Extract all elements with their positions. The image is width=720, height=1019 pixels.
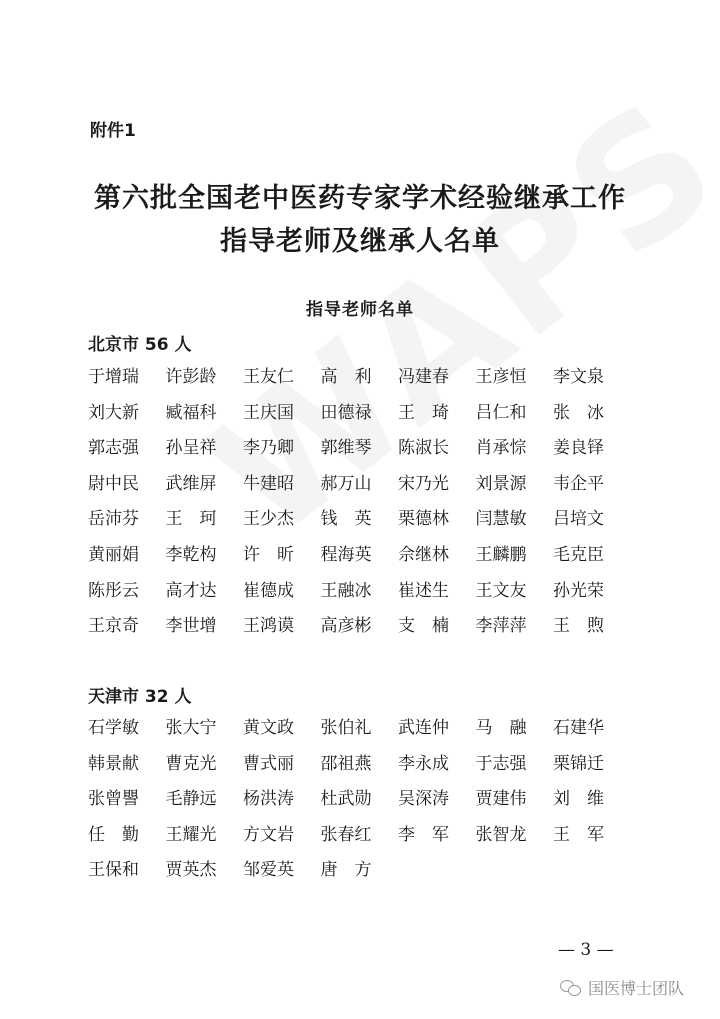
name-entry: 曹式丽	[243, 753, 294, 774]
section-subtitle: 指导老师名单	[306, 300, 414, 320]
name-entry: 王文友	[475, 580, 527, 601]
name-entry: 王耀光	[165, 824, 217, 845]
name-entry: 许 昕	[243, 544, 294, 565]
name-list-tianjin	[88, 716, 631, 894]
document-title-line-1: 第六批全国老中医药专家学术经验继承工作	[94, 183, 626, 214]
name-entry: 姜良铎	[553, 438, 604, 459]
name-entry: 黄丽娟	[88, 544, 139, 565]
name-entry: 高才达	[165, 580, 217, 601]
name-entry: 方文岩	[243, 824, 294, 845]
name-entry: 臧福科	[165, 402, 217, 423]
name-entry: 王 琦	[398, 402, 449, 423]
name-entry: 贾建伟	[475, 789, 527, 810]
name-entry: 陈淑长	[398, 438, 449, 459]
name-entry: 许彭龄	[165, 367, 217, 387]
name-entry: 于志强	[475, 753, 527, 774]
name-entry: 闫慧敏	[475, 509, 527, 530]
name-entry: 石建华	[553, 718, 604, 738]
name-entry: 王 煦	[553, 616, 604, 637]
page-number: — 3 —	[558, 940, 614, 960]
name-entry: 栗德林	[398, 509, 449, 530]
name-entry: 孙光荣	[553, 580, 604, 601]
name-entry: 程海英	[320, 544, 372, 565]
name-entry: 崔德成	[243, 580, 294, 601]
name-entry: 任 勤	[88, 824, 139, 845]
wechat-icon	[560, 979, 582, 997]
name-entry: 岳沛芬	[88, 509, 139, 530]
name-entry: 王保和	[88, 860, 139, 881]
name-entry: 田德禄	[320, 402, 372, 423]
footer-brand-text: 国医博士团队	[588, 979, 685, 998]
region-title-beijing: 北京市 56 人	[88, 335, 192, 355]
name-entry: 吕仁和	[475, 402, 527, 423]
name-entry: 高 利	[320, 367, 372, 387]
name-entry: 刘景源	[475, 473, 527, 494]
name-entry: 于增瑞	[88, 367, 139, 387]
name-entry: 吴深涛	[398, 789, 449, 810]
region-title-tianjin: 天津市 32 人	[88, 687, 192, 707]
name-entry: 李萍萍	[475, 616, 527, 637]
name-entry: 王庆国	[243, 402, 294, 423]
name-entry: 张大宁	[165, 718, 217, 738]
name-entry: 张曾譻	[88, 789, 139, 810]
name-entry: 支 楠	[398, 616, 449, 637]
name-entry: 王少杰	[243, 509, 294, 530]
name-entry: 王鸿谟	[243, 616, 294, 637]
name-entry: 李文泉	[553, 367, 604, 387]
name-entry: 肖承悰	[475, 438, 527, 459]
name-entry: 李 军	[398, 824, 449, 845]
name-entry: 吕培文	[553, 509, 604, 530]
name-entry: 唐 方	[320, 860, 372, 881]
name-entry: 钱 英	[320, 509, 372, 530]
name-entry: 邵祖燕	[320, 753, 372, 774]
name-entry: 冯建春	[398, 367, 449, 387]
name-entry: 张 冰	[553, 402, 604, 423]
name-entry: 高彦彬	[320, 616, 372, 637]
name-entry: 郭维琴	[320, 438, 372, 459]
name-entry: 李世增	[165, 616, 217, 637]
name-entry: 毛克臣	[553, 544, 604, 565]
name-entry: 马 融	[475, 718, 527, 738]
name-entry: 曹克光	[165, 753, 217, 774]
name-entry: 武连仲	[398, 718, 449, 738]
footer-brand	[560, 976, 684, 999]
name-entry: 王友仁	[243, 367, 294, 387]
name-entry: 佘继林	[398, 544, 449, 565]
name-entry: 石学敏	[88, 718, 139, 738]
name-entry: 孙呈祥	[165, 438, 217, 459]
name-entry: 王融冰	[320, 580, 372, 601]
name-entry: 宋乃光	[398, 473, 449, 494]
name-entry: 李乃卿	[243, 438, 294, 459]
name-entry: 黄文政	[243, 718, 294, 738]
name-entry: 张春红	[320, 824, 372, 845]
name-entry: 武维屏	[165, 473, 217, 494]
name-entry: 王 军	[553, 824, 604, 845]
name-entry: 李乾构	[165, 544, 217, 565]
name-list-beijing	[88, 365, 631, 650]
document-title-line-2: 指导老师及继承人名单	[220, 226, 500, 257]
name-entry: 郭志强	[88, 438, 139, 459]
name-entry: 杨洪涛	[243, 789, 294, 810]
name-entry: 贾英杰	[165, 860, 217, 881]
name-entry: 陈彤云	[88, 580, 139, 601]
name-entry: 尉中民	[88, 473, 139, 494]
name-entry: 郝万山	[320, 473, 372, 494]
name-entry: 崔述生	[398, 580, 449, 601]
name-entry: 韩景献	[88, 753, 139, 774]
name-entry: 刘 维	[553, 789, 604, 810]
name-entry: 栗锦迁	[553, 753, 604, 774]
name-entry: 韦企平	[553, 473, 604, 494]
name-entry: 刘大新	[88, 402, 139, 423]
name-entry: 牛建昭	[243, 473, 294, 494]
name-entry: 王京奇	[88, 616, 139, 637]
annex-label: 附件1	[90, 121, 136, 141]
name-entry: 王麟鹏	[475, 544, 527, 565]
name-entry: 张伯礼	[320, 718, 372, 738]
name-entry: 张智龙	[475, 824, 527, 845]
name-entry: 邹爱英	[243, 860, 294, 881]
name-entry: 李永成	[398, 753, 449, 774]
name-entry: 王彦恒	[475, 367, 527, 387]
name-entry: 杜武勋	[320, 789, 372, 810]
name-entry: 王 珂	[165, 509, 217, 530]
name-entry: 毛静远	[165, 789, 217, 810]
